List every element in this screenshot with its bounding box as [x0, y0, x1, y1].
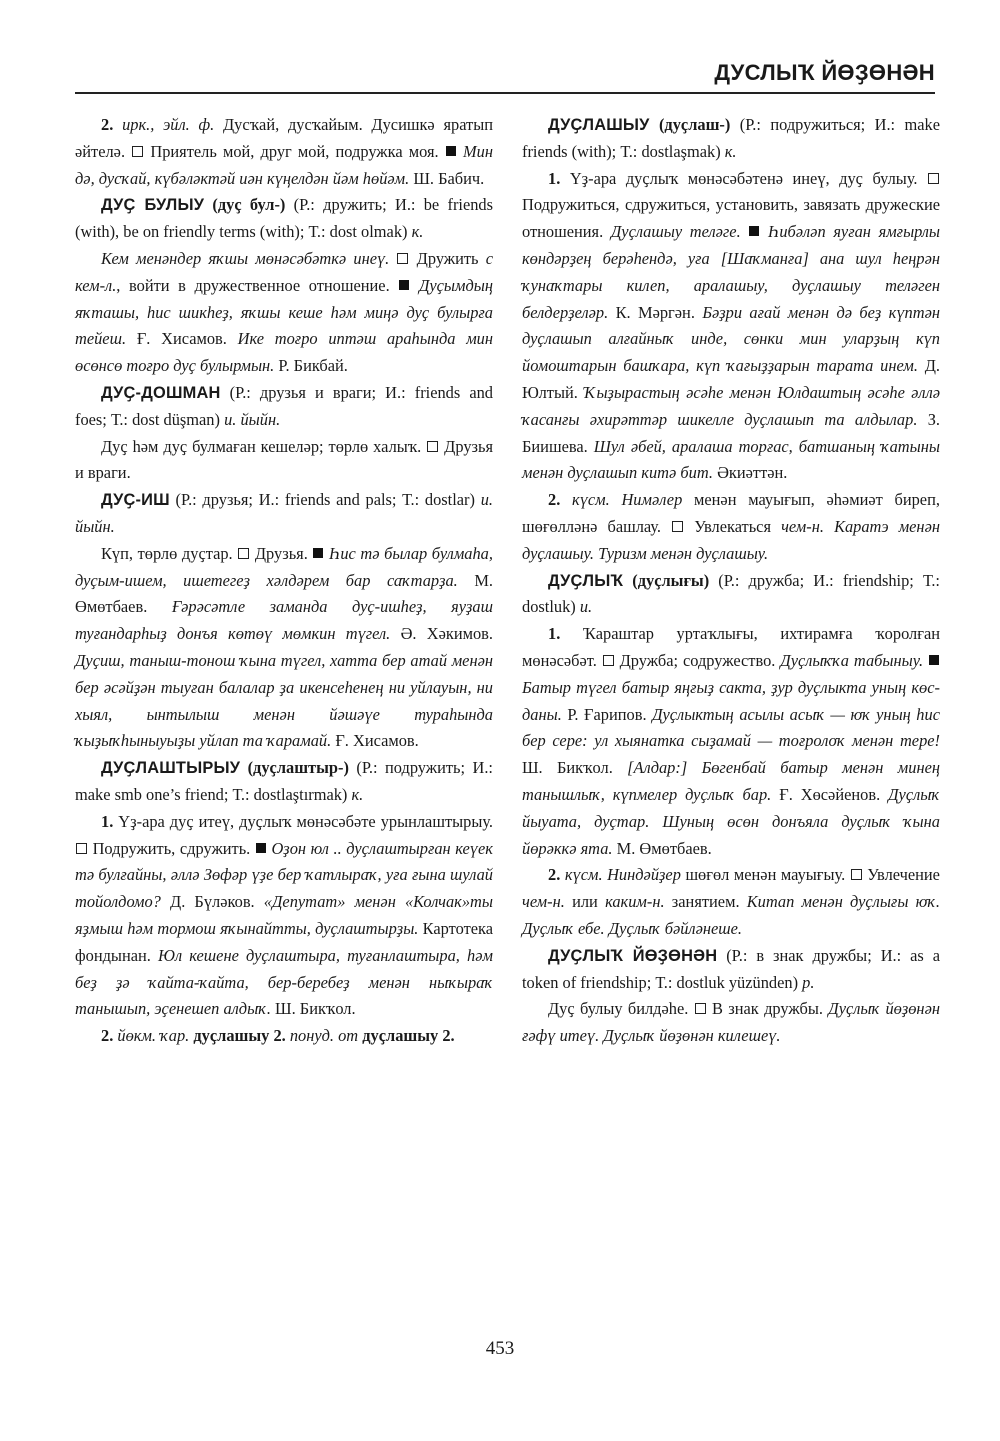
russian-note: с кем-л.	[75, 248, 493, 295]
headword: ДУҪЛЫҠ	[548, 571, 624, 590]
author: Ш. Бикҡол.	[522, 758, 613, 778]
russian-marker-icon	[603, 655, 614, 666]
part-of-speech: к.	[351, 784, 364, 804]
part-of-speech: р.	[802, 972, 815, 992]
sense-paragraph	[75, 1023, 493, 1050]
entry-head	[75, 487, 493, 541]
entry-head	[75, 192, 493, 246]
example-marker-icon	[929, 655, 939, 665]
example-marker-icon	[446, 146, 456, 156]
russian-marker-icon	[695, 1003, 706, 1014]
example: Каратэ менән дуҫлашыу. Туризм менән дуҫлашыу.	[522, 516, 940, 563]
russian-translation: Подружиться, сдружиться, установить, завязать дружеские отношения.	[522, 195, 940, 242]
author: М. Өмөтбаев.	[75, 570, 493, 617]
part-of-speech: и. йыйн.	[75, 490, 493, 536]
entry-head	[75, 380, 493, 434]
grammar-label: күсм.	[564, 865, 603, 885]
definition-paragraph	[75, 541, 493, 755]
example: Дуҫлыктың асылы асыҡ — юҡ уның һис бер сере: ул хыянатка сыҙамай — тоғролоҡ менән тере!	[522, 704, 940, 751]
author: Д. Юлтый.	[522, 356, 940, 402]
example-marker-icon	[313, 548, 323, 558]
stem: (дуҫлаштыр-)	[247, 758, 349, 778]
example: Ике тоғро иптәш араһында мин өсөнсө тоғро дуҫ булырмын.	[75, 329, 493, 376]
sense-number: 2.	[101, 115, 114, 134]
russian-marker-icon	[132, 146, 143, 157]
example: Мин дә, дусҡай, күбәләктәй иән күңелдән йәм һөйәм.	[75, 141, 493, 188]
author: Ш. Бикҡол.	[275, 999, 356, 1019]
entry-head	[522, 112, 940, 166]
example: Дуҫиш, таныш-тонош ҡына түгел, хатта бер атай менән бер әсәйҙән тыуған балалар ҙа икенсеһенең ни уйлауын, ни хыял, ынтылыш менән йәшәүе тураһында ҡыҙыҡһыныуыҙы уйлап та ҡарамай.	[75, 650, 493, 751]
russian-marker-icon	[851, 869, 862, 880]
russian-marker-icon	[238, 548, 249, 559]
translations: (Р.: друзья; И.: friends and pals; Т.: dostlar)	[175, 490, 475, 510]
stem: (дуҫлығы)	[632, 570, 710, 590]
russian-translation: , войти в дружественное отношение.	[116, 275, 390, 295]
headword: ДУҪ БУЛЫУ	[101, 196, 205, 215]
russian-translation: Дружить	[416, 248, 479, 268]
definition: менән мауығып, әһәмиәт биреп, шөғөлләнә башлау.	[522, 490, 940, 536]
entry-head	[522, 943, 940, 997]
example: Дуҫлыҡҡа табыныу.	[780, 650, 924, 670]
author: Ғ. Хисамов.	[335, 731, 419, 751]
author: Ә. Хәкимов.	[400, 624, 493, 644]
russian-marker-icon	[76, 843, 87, 854]
definition-note: Нимәлер	[621, 490, 683, 510]
definition: Ҡараштар уртаҡлығы, ихтирамға ҡоролған мөнәсәбәт.	[522, 624, 940, 670]
sense-number: 2.	[101, 1026, 114, 1046]
author: Ғ. Хөсәйенов.	[779, 784, 881, 804]
russian-marker-icon	[928, 173, 939, 184]
right-column	[522, 112, 940, 1050]
example: Һис тә былар булмаһа, дуҫым-ишем, ишетегеҙ хәлдәрем бар саҡтарҙа.	[75, 543, 493, 590]
author: Ш. Бабич.	[413, 168, 485, 188]
author: Р. Ғарипов.	[567, 704, 647, 724]
running-header: ДУСЛЫҠ ЙӨҘӨНӘН	[714, 60, 935, 85]
russian-note: чем-н.	[781, 516, 824, 536]
example: Юл кешене дуҫлаштыра, туғанлаштыра, һәм беҙ ҙә ҡайта-ҡайта, бер-беребеҙ менән ныҡыраҡ танышып, эҫенешеп алдыҡ.	[75, 945, 493, 1019]
russian-translation: Друзья и враги.	[75, 436, 493, 483]
example: «Депутат» менән «Колчак»ты яҙмыш һәм тормош яҡынайтты, дуҫлаштырҙы.	[75, 892, 493, 938]
definition-paragraph	[75, 246, 493, 380]
russian-translation: В знак дружбы.	[712, 999, 823, 1019]
russian-translation: Увлечение	[867, 865, 940, 885]
russian-translation: Друзья.	[254, 543, 308, 563]
source: Әкиәттән.	[717, 463, 788, 483]
definition: Үҙ-ара дуҫ итеү, дуҫлыҡ мөнәсәбәте урынлаштырыу.	[118, 811, 493, 831]
sense-number: 1.	[548, 624, 561, 644]
russian-translation: Дружба; содружество.	[619, 650, 776, 670]
author: К. Мәргән.	[615, 302, 695, 322]
definition: Дуҫ булыу билдәһе.	[548, 999, 689, 1019]
example: [Алдар:] Бөгенбай батыр менән минең танышлыҡ, күпмелер дуҫлыҡ бар.	[522, 758, 940, 804]
headword: ДУҪЛАШТЫРЫУ	[101, 759, 241, 778]
part-of-speech: к.	[411, 222, 424, 242]
page-number: 453	[485, 1338, 515, 1359]
example: Дуҫлыҡ йыуата, дуҫтар. Шуның өсөн донъяла дуҫлыҡ ҡына йөрәккә ята.	[522, 784, 940, 858]
example: Һибәләп яуған ямғырлы көндәрҙең берәһендә, уға [Шаҡманға] ана шул һеңрән ҡунаҡтары килеп, аралашыу, дуҫлашыу теләген белдерҙеләр.	[522, 222, 940, 322]
stem: (дуҫ бул-)	[212, 195, 286, 215]
cross-reference: дуҫлашыу 2.	[193, 1026, 286, 1046]
example: Ғәрәсәтле заманда дуҫ-ишһеҙ, яуҙаш туғандарһыҙ донъя көтөү мөмкин түгел.	[75, 597, 493, 644]
translations: (Р.: друзья и враги; И.: friends and foes; Т.: dost düşman)	[75, 382, 493, 429]
russian-marker-icon	[397, 253, 408, 264]
russian-note: каким-н.	[605, 892, 665, 912]
russian-marker-icon	[427, 441, 438, 452]
grammar-label: күсм.	[572, 490, 610, 510]
sense-paragraph	[522, 487, 940, 567]
sense-number: 1.	[548, 168, 561, 188]
definition-paragraph	[75, 434, 493, 488]
sense-number: 2.	[548, 490, 561, 510]
definition: Кем менәндер яҡшы мөнәсәбәткә инеү.	[101, 248, 390, 268]
translations: (Р.: подружить; И.: make smb one’s friend; Т.: dostlaştırmak)	[75, 758, 493, 804]
stem: (дуҫлаш-)	[658, 115, 731, 134]
grammar-label: ирк., эйл. ф.	[122, 115, 215, 134]
example: Дуҫлашыу теләге.	[610, 222, 741, 242]
sense-paragraph	[522, 621, 940, 862]
example: Бәҙри ағай менән дә беҙ күптән дуҫлашып алғайныҡ инде, сөнки мин уларҙың күп йомоштарын башҡара, күп ҡағыҙҙарын тарата инем.	[522, 302, 940, 376]
translations: (Р.: дружба; И.: friendship; Т.: dostluk)	[522, 570, 940, 617]
russian-translation: Приятель мой, друг мой, подружка моя.	[150, 141, 439, 161]
example-marker-icon	[399, 280, 409, 290]
part-of-speech: и.	[579, 597, 593, 617]
example: Дуҫымдың яҡташы, һис шикһеҙ, яҡшы кеше һәм миңә дуҫ булырға тейеш.	[75, 275, 493, 349]
definition-paragraph	[522, 996, 940, 1050]
sense-paragraph	[75, 112, 493, 192]
part-of-speech: к.	[724, 141, 737, 161]
author: З. Биишева.	[522, 409, 940, 456]
example: Оҙон юл .. дуҫлаштырған кеүек тә булғайны, әллә Зөфәр үҙе бер ҡатлыраҡ, уға ғына шулай тойолдомо?	[75, 838, 493, 912]
russian-marker-icon	[672, 521, 683, 532]
russian-translation: занятием.	[671, 892, 740, 912]
part-of-speech: и. йыйн.	[224, 409, 281, 429]
example: Ҡыҙырастың әсәһе менән Юлдаштың әсәһе әллә ҡасанғы әхирәттәр шикелле дуҫлашып та алдылар.	[522, 382, 940, 429]
cross-reference: дуҫлашыу 2.	[362, 1026, 455, 1046]
entry-head	[75, 755, 493, 809]
definition: шөғөл менән мауығыу.	[685, 865, 846, 885]
headword: ДУҪ-ДОШМАН	[101, 383, 221, 402]
example: Дуҫлыҡ йөҙөнән ғәфү итеү. Дуҫлыҡ йөҙөнән килешеү.	[522, 999, 940, 1046]
definition: Күп, төрлө дуҫтар.	[101, 543, 233, 563]
sense-paragraph	[522, 862, 940, 942]
header-rule	[75, 92, 935, 94]
sense-number: 2.	[548, 865, 561, 885]
author: Р. Бикбай.	[278, 356, 348, 376]
entry-head	[522, 568, 940, 622]
russian-translation: Увлекаться	[694, 516, 771, 536]
definition: Дуҫ һәм дуҫ булмаған кешеләр; төрлө халыҡ.	[101, 436, 422, 456]
grammar-label: понуд. от	[289, 1026, 359, 1046]
grammar-label: йөкм. ҡар.	[117, 1026, 190, 1046]
author: Д. Бүләков.	[170, 892, 255, 912]
sense-number: 1.	[101, 811, 114, 831]
example: Батыр түгел батыр яңғыҙ сакта, ҙур дуҫлыкта уның көс-даны.	[522, 677, 940, 724]
source: Картотека фондынан.	[75, 918, 493, 965]
russian-translation: или	[572, 892, 598, 912]
headword: ДУҪ-ИШ	[101, 491, 170, 510]
definition: Үҙ-ара дуҫлыҡ мөнәсәбәтенә инеү, дуҫ булыу.	[569, 168, 918, 188]
headword: ДУҪЛАШЫУ	[548, 116, 650, 134]
definition-note: Ниндәйҙер	[607, 865, 681, 885]
example-marker-icon	[749, 226, 759, 236]
author: Ғ. Хисамов.	[136, 329, 227, 349]
sense-paragraph	[522, 166, 940, 488]
sense-paragraph	[75, 809, 493, 1023]
example: Китап менән дуҫлығы юҡ. Дуҫлыҡ ебе. Дуҫлыҡ бәйләнеше.	[522, 892, 940, 938]
example-marker-icon	[256, 843, 266, 853]
translations: (Р.: в знак дружбы; И.: as a token of friendship; Т.: dostluk yüzünden)	[522, 945, 940, 992]
translations: (Р.: подружиться; И.: make friends (with); Т.: dostlaşmak)	[522, 115, 940, 161]
left-column	[75, 112, 493, 1050]
author: М. Өмөтбаев.	[616, 838, 712, 858]
headword: ДУҪЛЫҠ ЙӨҘӨНӘН	[548, 946, 718, 965]
russian-translation: Подружить, сдружить.	[92, 838, 251, 858]
example: Шул әбей, аралаша торғас, батшаның ҡатыны менән дуҫлашып китә бит.	[522, 436, 940, 483]
translations: (Р.: дружить; И.: be friends (with), be on friendly terms (with); Т.: dost olmak)	[75, 195, 493, 242]
definition: Дусҡай, дусҡайым. Дусишкә яратып әйтелә.	[75, 115, 493, 161]
russian-note: чем-н.	[522, 892, 565, 912]
